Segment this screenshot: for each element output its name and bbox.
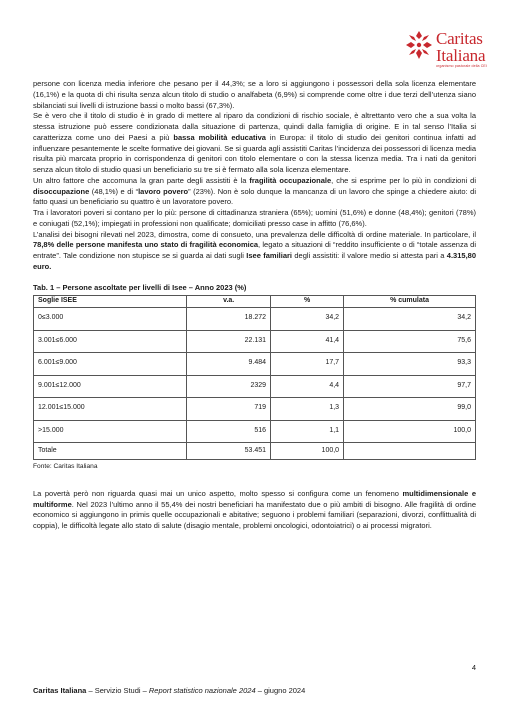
cell-total-cumulative bbox=[344, 443, 476, 460]
cell-cumulative: 99,0 bbox=[344, 398, 476, 421]
paragraph-text: La povertà però non riguarda quasi mai un unico aspetto, molto spesso si configura come un fenomeno bbox=[33, 488, 403, 498]
caritas-cross-icon bbox=[405, 30, 433, 60]
isee-table bbox=[33, 295, 476, 460]
table-row bbox=[34, 308, 476, 331]
table-row bbox=[34, 420, 476, 443]
emphasis-text: multidimensionale e multiforme bbox=[33, 488, 476, 509]
table-row bbox=[34, 398, 476, 421]
cell-cumulative: 93,3 bbox=[344, 353, 476, 376]
col-header-percent: % bbox=[271, 296, 344, 308]
footer-org: Caritas Italiana bbox=[33, 686, 87, 695]
emphasis-text: fragilità occupazionale bbox=[249, 175, 332, 185]
cell-percent: 41,4 bbox=[271, 330, 344, 353]
cell-total-label: Totale bbox=[34, 443, 187, 460]
table-row bbox=[34, 375, 476, 398]
cell-cumulative: 75,6 bbox=[344, 330, 476, 353]
table-source: Fonte: Caritas Italiana bbox=[33, 463, 98, 470]
text-section bbox=[33, 79, 476, 273]
paragraph-text: Se è vero che il titolo di studio è in grado di mettere al riparo da condizioni di rischio sociale, è altrettanto vero che a sua volta la stessa istruzione può essere condizionata dalla situazione di partenza, quindi dalla famiglia di origine. E in tal senso l’Italia si caratterizza come uno dei Paesi a più bbox=[33, 111, 476, 142]
paragraph-text: Tra i lavoratori poveri si contano per lo più: persone di cittadinanza straniera (65%); uomini (51,6%) e donne (48,4%); genitori (78%) e coniugati (52,1%); impiegati in professioni non qualificate; domiciliati presso case in affitto (76,6%). bbox=[33, 208, 476, 228]
paragraph-text: . Nel 2023 l’ultimo anno il 55,4% dei nostri beneficiari ha manifestato due o più ambiti di bisogno. Alle fragilità di ordine economico si aggiungono in primis quelle occupazionali e abitative; seguono i problemi familiari (separazioni, divorzi, conflittualità di coppia), le difficoltà legate allo stato di salute (disagio mentale, problemi oncologici, odontoiatrici) o ai processi migratori. bbox=[33, 499, 476, 530]
cell-va: 22.131 bbox=[187, 330, 271, 353]
body-paragraph bbox=[33, 111, 476, 176]
closing-section bbox=[33, 489, 476, 532]
paragraph-text: persone con licenza media inferiore che pesano per il 44,3%; se a loro si aggiungono i possessori della sola licenza elementare (16,1%) e la quota di chi risulta senza alcun titolo di studio o analfabeta (6,9%) si comprende come oltre i due terzi dell’utenza siano sbilanciati sui livelli di istruzione bassi o molto bassi (67,3%). bbox=[33, 79, 476, 110]
table-row bbox=[34, 353, 476, 376]
caritas-logo bbox=[405, 30, 487, 69]
cell-cumulative: 34,2 bbox=[344, 308, 476, 331]
logo-subtitle: organismo pastorale della CEI bbox=[435, 64, 487, 68]
document-body bbox=[33, 79, 476, 532]
emphasis-text: 4.315,80 euro. bbox=[33, 251, 476, 271]
cell-soglia: 12.001≤15.000 bbox=[34, 398, 187, 421]
paragraph-text: (48,1%) e di “ bbox=[89, 186, 139, 196]
cell-percent: 17,7 bbox=[271, 353, 344, 376]
cell-soglia: 3.001≤6.000 bbox=[34, 330, 187, 353]
body-paragraph bbox=[33, 489, 476, 532]
table-header-row bbox=[34, 296, 476, 308]
cell-va: 516 bbox=[187, 420, 271, 443]
cell-cumulative: 100,0 bbox=[344, 420, 476, 443]
page-number: 4 bbox=[471, 663, 476, 672]
paragraph-text: , che si esprime per lo più in condizioni di bbox=[331, 175, 476, 185]
cell-percent: 34,2 bbox=[271, 308, 344, 331]
emphasis-text: disoccupazione bbox=[33, 186, 90, 196]
cell-soglia: 9.001≤12.000 bbox=[34, 375, 187, 398]
cell-percent: 4,4 bbox=[271, 375, 344, 398]
paragraph-text: Un altro fattore che accomuna la gran parte degli assistiti è la bbox=[33, 175, 250, 185]
body-paragraph bbox=[33, 208, 476, 230]
page-footer bbox=[33, 686, 305, 695]
cell-total-percent: 100,0 bbox=[271, 443, 344, 460]
cell-percent: 1,1 bbox=[271, 420, 344, 443]
logo-name-line1: Caritas bbox=[435, 29, 483, 48]
paragraph-text: degli assistiti: il valore medio si attesta pari a bbox=[292, 251, 447, 260]
emphasis-text: Isee familiari bbox=[246, 251, 293, 260]
cell-soglia: >15.000 bbox=[34, 420, 187, 443]
body-paragraph bbox=[33, 230, 476, 273]
footer-report-title: Report statistico nazionale 2024 bbox=[148, 686, 256, 695]
cell-percent: 1,3 bbox=[271, 398, 344, 421]
paragraph-text: in Europa: il titolo di studio dei genitori continua infatti ad influenzare pesantemente le scelte formative dei giovani. Se si guarda agli assistiti Caritas l’incidenza dei possessori di licenza media risulta più marcata proprio in corrispondenza di genitori con titolo elementare o con la stessa licenza media. Tra i nati da genitori senza alcun titolo di studio quasi un beneficiario su tre si è fermato alla sola licenza elementare. bbox=[33, 132, 476, 174]
logo-name-line2: Italiana bbox=[435, 46, 486, 65]
footer-separator: – Servizio Studi – bbox=[86, 686, 149, 695]
cell-cumulative: 97,7 bbox=[344, 375, 476, 398]
cell-va: 719 bbox=[187, 398, 271, 421]
cell-total-va: 53.451 bbox=[187, 443, 271, 460]
table-caption: Tab. 1 – Persone ascoltate per livelli di Isee – Anno 2023 (%) bbox=[33, 282, 247, 292]
emphasis-text: 78,8% delle persone manifesta uno stato di fragilità economica bbox=[33, 240, 259, 250]
table-row bbox=[34, 330, 476, 353]
col-header-soglie: Soglie ISEE bbox=[34, 296, 187, 308]
paragraph-text: ” (23%). Non è solo dunque la mancanza di un lavoro che spinge a chiedere aiuto: di fatto quasi un beneficiario su quattro è un lavoratore povero. bbox=[33, 186, 476, 207]
cell-va: 18.272 bbox=[187, 308, 271, 331]
emphasis-text: bassa mobilità educativa bbox=[173, 132, 266, 142]
cell-va: 2329 bbox=[187, 375, 271, 398]
footer-date: – giugno 2024 bbox=[255, 686, 306, 695]
cell-soglia: 0≤3.000 bbox=[34, 308, 187, 331]
paragraph-text: L’analisi dei bisogni rilevati nel 2023, dimostra, come di consueto, una prevalenza delle difficoltà di ordine materiale. In particolare, il bbox=[33, 229, 476, 239]
body-paragraph bbox=[33, 79, 476, 111]
col-header-cumulative: % cumulata bbox=[344, 296, 476, 308]
cell-soglia: 6.001≤9.000 bbox=[34, 353, 187, 376]
emphasis-text: lavoro povero bbox=[138, 186, 189, 196]
paragraph-text: , legato a situazioni di “reddito insufficiente o di “totale assenza di entrate”. Tale condizione non stupisce se si guarda ai dati sugli bbox=[33, 240, 476, 260]
col-header-va: v.a. bbox=[187, 296, 271, 308]
table-total-row bbox=[34, 443, 476, 460]
cell-va: 9.484 bbox=[187, 353, 271, 376]
body-paragraph bbox=[33, 176, 476, 208]
